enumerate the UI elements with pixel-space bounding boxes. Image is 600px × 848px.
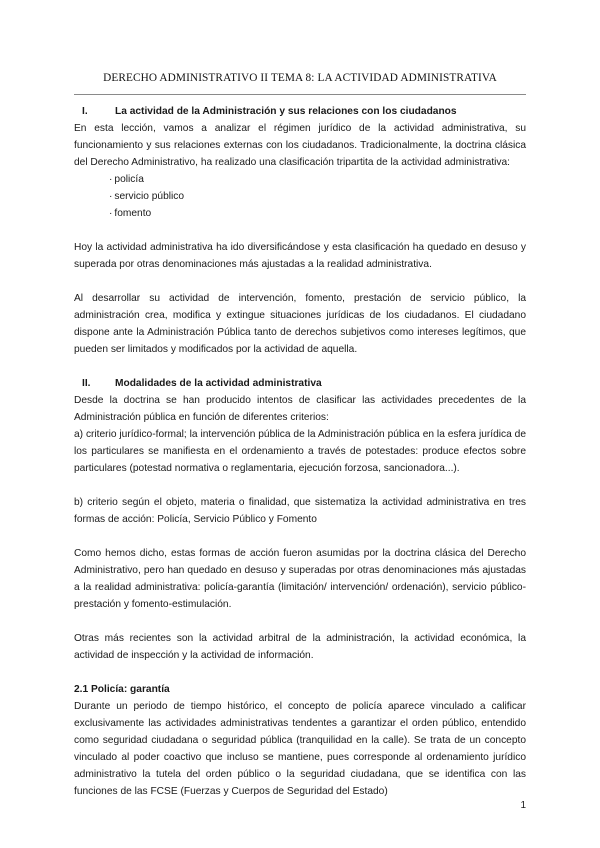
document-body	[74, 103, 526, 800]
subsection-2-1-title: 2.1 Policía: garantía	[74, 684, 170, 695]
section-2-paragraph-2: a) criterio jurídico-formal; la intervención pública de la Administración pública en la esfera jurídica de los particulares se manifiesta en el ordenamiento a través de potestades: produce efectos sobre particulares (potestad normativa o reglamentaria, ejecución forzosa, sancionadora...).	[74, 429, 526, 474]
page-number: 1	[520, 800, 526, 811]
section-1-paragraph-3: Al desarrollar su actividad de intervención, fomento, prestación de servicio público, la administración crea, modifica y extingue situaciones jurídicas de los ciudadanos. El ciudadano dispone ante la Administración Pública tanto de derechos subjetivos como intereses legítimos, que pueden ser limitados y modificados por la actividad de aquella.	[74, 293, 526, 355]
section-2-paragraph-3: b) criterio según el objeto, materia o finalidad, que sistematiza la actividad administrativa en tres formas de acción: Policía, Servicio Público y Fomento	[74, 497, 526, 525]
section-2-number: II.	[82, 378, 91, 389]
bullet-item: · fomento	[109, 205, 526, 222]
title-divider	[74, 94, 526, 95]
subsection-2-1-paragraph: Durante un periodo de tiempo histórico, el concepto de policía aparece vinculado a calificar exclusivamente las actividades administrativas tendentes a garantizar el orden público, entendido como seguridad ciudadana o seguridad pública (tranquilidad en la calle). Se trata de un concepto vinculado al poder coactivo que incluso se mantiene, pues corresponde al ordenamiento jurídico administrativo la tutela del orden público o la seguridad ciudadana, que se identifica con las funciones de las FCSE (Fuerzas y Cuerpos de Seguridad del Estado)	[74, 701, 526, 797]
section-1-heading	[74, 103, 526, 120]
section-2-paragraph-5: Otras más recientes son la actividad arbitral de la administración, la actividad económica, la actividad de inspección y la actividad de información.	[74, 633, 526, 661]
section-1-paragraph-2: Hoy la actividad administrativa ha ido diversificándose y esta clasificación ha quedado en desuso y superada por otras denominaciones más ajustadas a la realidad administrativa.	[74, 242, 526, 270]
activity-bullet-list	[74, 171, 526, 222]
section-1-title: La actividad de la Administración y sus relaciones con los ciudadanos	[115, 106, 457, 117]
section-2-heading	[74, 375, 526, 392]
section-2-title: Modalidades de la actividad administrativa	[115, 378, 322, 389]
section-2-paragraph-4: Como hemos dicho, estas formas de acción fueron asumidas por la doctrina clásica del Derecho Administrativo, pero han quedado en desuso y superadas por otras denominaciones más ajustadas a la realidad administrativa: policía-garantía (limitación/ intervención/ ordenación), servicio público-prestación y fomento-estimulación.	[74, 548, 526, 610]
section-1-paragraph-1: En esta lección, vamos a analizar el régimen jurídico de la actividad administrativa, su funcionamiento y sus relaciones externas con los ciudadanos. Tradicionalmente, la doctrina clásica del Derecho Administrativo, ha realizado una clasificación tripartita de la actividad administrativa:	[74, 123, 526, 168]
bullet-item: · servicio público	[109, 188, 526, 205]
section-1-number: I.	[82, 106, 88, 117]
document-title: DERECHO ADMINISTRATIVO II TEMA 8: LA ACTIVIDAD ADMINISTRATIVA	[103, 72, 497, 84]
section-2-paragraph-1: Desde la doctrina se han producido intentos de clasificar las actividades precedentes de la Administración pública en función de diferentes criterios:	[74, 395, 526, 423]
bullet-item: · policía	[109, 171, 526, 188]
